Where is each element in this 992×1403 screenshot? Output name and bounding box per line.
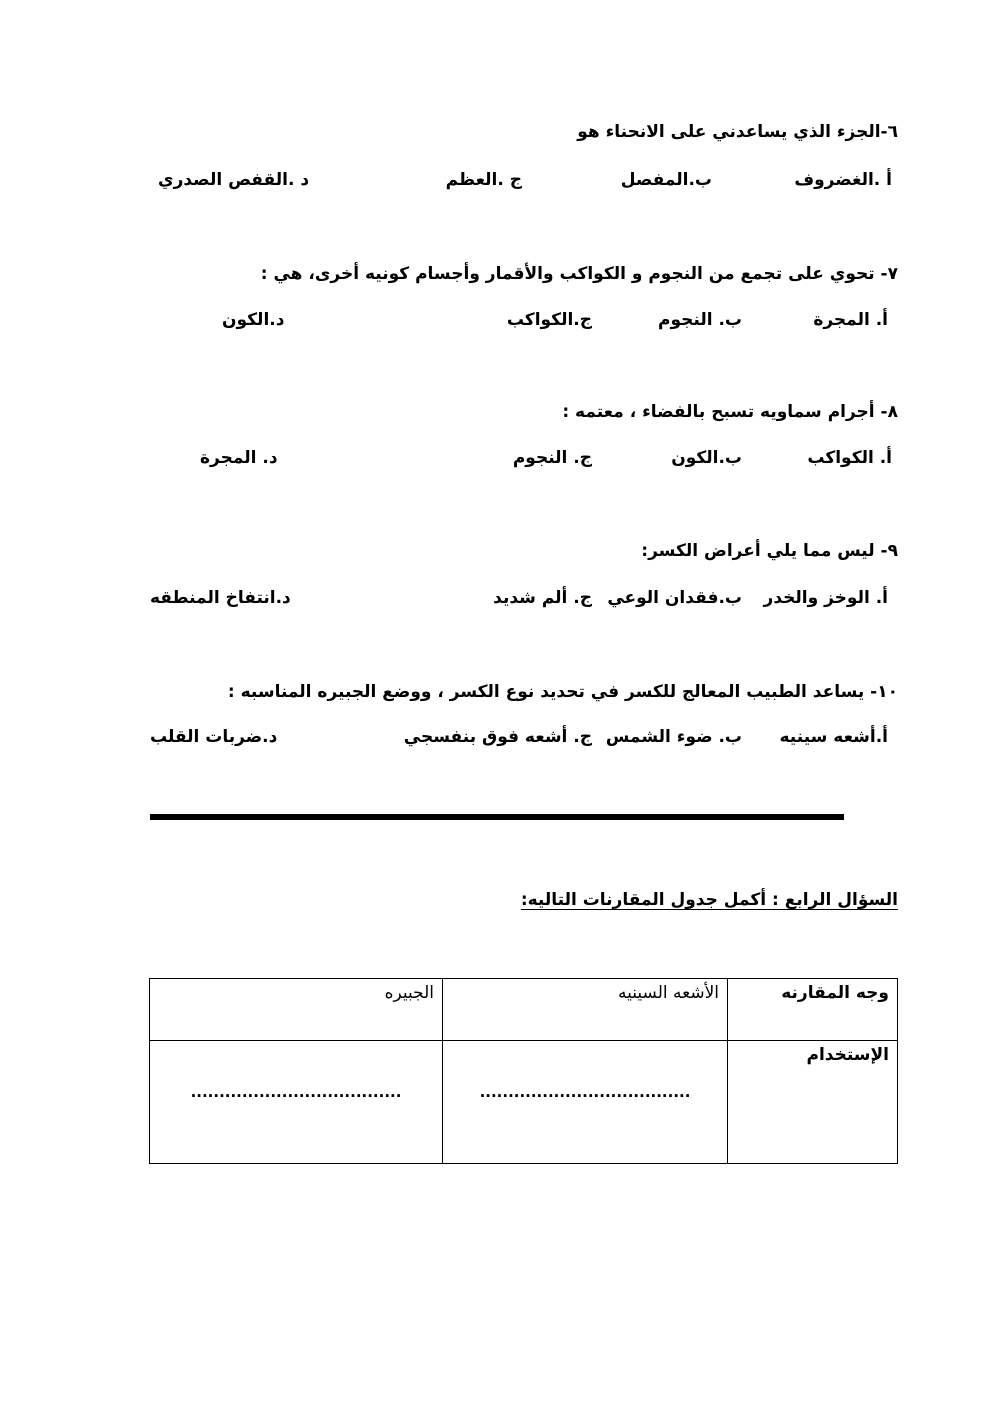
option-d[interactable]: د.ضربات القلب xyxy=(150,727,278,747)
question-10-options xyxy=(150,727,892,757)
blank-cast-usage[interactable]: ..................................... xyxy=(190,1083,402,1101)
table-header-row xyxy=(150,979,898,1041)
option-d[interactable]: د.الكون xyxy=(222,310,285,330)
question-10-text: ١٠- يساعد الطبيب المعالج للكسر في تحديد نوع الكسر ، ووضع الجبيره المناسبه : xyxy=(227,682,898,702)
table-row xyxy=(150,1041,898,1164)
header-comparison-aspect: وجه المقارنه xyxy=(728,979,898,1041)
question-8-text: ٨- أجرام سماويه تسبح بالفضاء ، معتمه : xyxy=(562,402,898,422)
question-7-text: ٧- تحوي على تجمع من النجوم و الكواكب والأقمار وأجسام كونيه أخرى، هي : xyxy=(260,264,898,284)
question-9-options xyxy=(150,588,892,618)
option-d[interactable]: د. المجرة xyxy=(200,448,278,468)
option-c[interactable]: ج.الكواكب xyxy=(506,310,592,330)
question-6-text: ٦-الجزء الذي يساعدني على الانحناء هو xyxy=(577,122,898,142)
option-c[interactable]: ج. أشعه فوق بنفسجي xyxy=(403,727,592,747)
section-divider xyxy=(150,814,844,820)
header-cast: الجبيره xyxy=(150,979,443,1041)
option-a[interactable]: أ. الكواكب xyxy=(807,448,892,468)
option-d[interactable]: د.انتفاخ المنطقه xyxy=(150,588,291,608)
question-9-text: ٩- ليس مما يلي أعراض الكسر: xyxy=(641,541,898,561)
header-xray: الأشعه السينيه xyxy=(443,979,728,1041)
cell-xray-usage[interactable] xyxy=(443,1041,728,1164)
question-8-options xyxy=(150,448,892,478)
option-b[interactable]: ب. ضوء الشمس xyxy=(605,727,742,747)
blank-xray-usage[interactable]: ..................................... xyxy=(479,1083,691,1101)
row-label-usage: الإستخدام xyxy=(728,1041,898,1164)
option-a[interactable]: أ. المجرة xyxy=(813,310,888,330)
option-c[interactable]: ج .العظم xyxy=(445,170,522,190)
question-7-options xyxy=(150,310,892,340)
cell-cast-usage[interactable] xyxy=(150,1041,443,1164)
question-6-options xyxy=(150,170,892,200)
option-b[interactable]: ب.المفصل xyxy=(620,170,712,190)
option-d[interactable]: د .القفص الصدري xyxy=(158,170,310,190)
option-b[interactable]: ب.الكون xyxy=(671,448,742,468)
option-c[interactable]: ج. ألم شديد xyxy=(493,588,592,608)
comparison-table xyxy=(149,978,898,1164)
option-a[interactable]: أ. الوخز والخدر xyxy=(763,588,888,608)
section-4-title: السؤال الرابع : أكمل جدول المقارنات التاليه: xyxy=(520,890,898,910)
option-a[interactable]: أ.أشعه سينيه xyxy=(779,727,888,747)
option-c[interactable]: ج. النجوم xyxy=(512,448,592,468)
option-b[interactable]: ب. النجوم xyxy=(658,310,742,330)
option-a[interactable]: أ .الغضروف xyxy=(794,170,892,190)
option-b[interactable]: ب.فقدان الوعي xyxy=(607,588,742,608)
